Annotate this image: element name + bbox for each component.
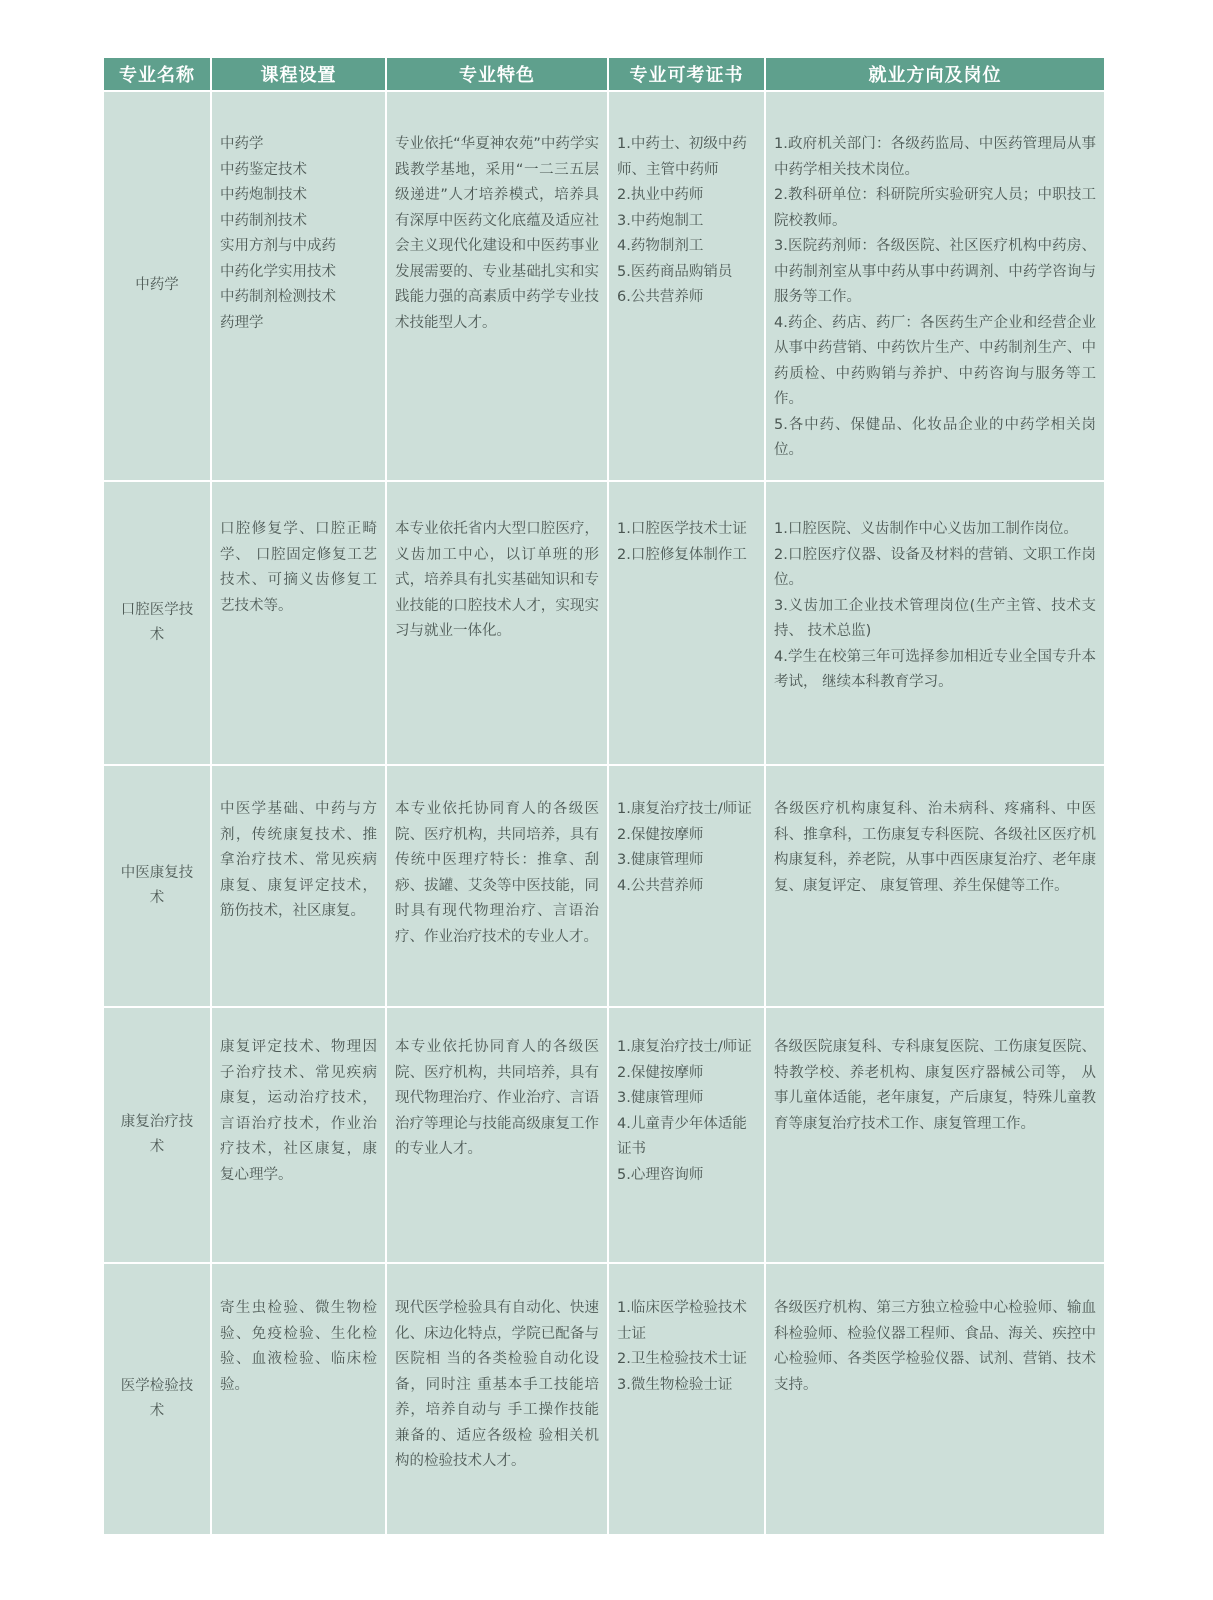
major-name-cell [103, 1263, 211, 1535]
courses-cell [211, 481, 386, 765]
certificates-text: 1.中药士、初级中药师、主管中药师 2.执业中药师 3.中药炮制工 4.药物制剂工 5.医药商品购销员 6.公共营养师 [617, 136, 747, 305]
table-row [103, 765, 1105, 1007]
table-row [103, 1263, 1105, 1535]
major-name: 中医康复技术 [120, 864, 194, 906]
certificates-text: 1.口腔医学技术士证 2.口腔修复体制作工 [617, 521, 747, 563]
major-table-wrapper [102, 58, 1104, 1536]
major-table [102, 58, 1106, 1536]
careers-cell [765, 1263, 1105, 1535]
courses-text: 康复评定技术、物理因子治疗技术、常见疾病康复，运动治疗技术，言语治疗技术，作业治疗技术，社区康复，康复心理学。 [220, 1039, 377, 1183]
features-text: 现代医学检验具有自动化、快速化、床边化特点，学院已配备与医院相 当的各类检验自动化设备，同时注 重基本手工技能培养，培养自动与 手工操作技能兼备的、适应各级检 验相关机构的检验技术人才。 [395, 1300, 599, 1469]
features-cell [386, 765, 608, 1007]
features-cell [386, 1007, 608, 1263]
features-text: 专业依托“华夏神农苑”中药学实践教学基地，采用“一二三五层级递进”人才培养模式，培养具有深厚中医药文化底蕴及适应社会主义现代化建设和中医药事业发展需要的、专业基础扎实和实践能力强的高素质中药学专业技术技能型人才。 [395, 136, 599, 331]
careers-cell [765, 91, 1105, 481]
features-cell [386, 91, 608, 481]
courses-cell [211, 1007, 386, 1263]
header-certificates: 专业可考证书 [608, 58, 765, 91]
certificates-cell [608, 1263, 765, 1535]
table-header-row [103, 58, 1105, 91]
certificates-text: 1.康复治疗技士/师证 2.保健按摩师 3.健康管理师 4.儿童青少年体适能证书 5.心理咨询师 [617, 1039, 752, 1183]
courses-cell [211, 1263, 386, 1535]
major-name: 康复治疗技术 [120, 1113, 194, 1155]
courses-text: 口腔修复学、口腔正畸学、 口腔固定修复工艺技术、可摘义齿修复工艺技术等。 [220, 521, 377, 614]
features-text: 本专业依托协同育人的各级医院、医疗机构，共同培养，具有现代物理治疗、作业治疗、言语治疗等理论与技能高级康复工作的专业人才。 [395, 1039, 599, 1157]
table-row [103, 91, 1105, 481]
features-cell [386, 1263, 608, 1535]
certificates-cell [608, 91, 765, 481]
major-name: 口腔医学技术 [120, 601, 194, 643]
careers-text: 各级医院康复科、专科康复医院、工伤康复医院、特教学校、养老机构、康复医疗器械公司等， 从事儿童体适能，老年康复，产后康复，特殊儿童教育等康复治疗技术工作、康复管理工作。 [774, 1039, 1096, 1132]
major-name-cell [103, 765, 211, 1007]
careers-cell [765, 481, 1105, 765]
careers-text: 各级医疗机构、第三方独立检验中心检验师、输血 科检验师、检验仪器工程师、食品、海关、疾控中 心检验师、各类医学检验仪器、试剂、营销、技术支持。 [774, 1300, 1096, 1393]
table-row [103, 481, 1105, 765]
features-text: 本专业依托省内大型口腔医疗，义齿加工中心，以订单班的形式，培养具有扎实基础知识和专业技能的口腔技术人才，实现实习与就业一体化。 [395, 521, 599, 639]
features-cell [386, 481, 608, 765]
header-courses: 课程设置 [211, 58, 386, 91]
header-major-name: 专业名称 [103, 58, 211, 91]
features-text: 本专业依托协同育人的各级医院、医疗机构，共同培养，具有传统中医理疗特长：推拿、刮痧、拔罐、艾灸等中医技能，同时具有现代物理治疗、言语治疗、作业治疗技术的专业人才。 [395, 801, 599, 945]
major-name-cell [103, 91, 211, 481]
courses-text: 寄生虫检验、微生物检验、免疫检验、生化检验、血液检验、临床检验。 [220, 1300, 377, 1393]
courses-cell [211, 765, 386, 1007]
table-row [103, 1007, 1105, 1263]
courses-cell [211, 91, 386, 481]
major-name: 中药学 [135, 277, 179, 294]
certificates-cell [608, 1007, 765, 1263]
certificates-cell [608, 481, 765, 765]
careers-text: 1.口腔医院、义齿制作中心义齿加工制作岗位。 2.口腔医疗仪器、设备及材料的营销、文职工作岗位。 3.义齿加工企业技术管理岗位(生产主管、技术支持、 技术总监) 4.学生在校第三年可选择参加相近专业全国专升本考试， 继续本科教育学习。 [774, 521, 1096, 690]
major-name-cell [103, 481, 211, 765]
careers-cell [765, 1007, 1105, 1263]
major-name-cell [103, 1007, 211, 1263]
certificates-text: 1.临床医学检验技术士证 2.卫生检验技术士证 3.微生物检验士证 [617, 1300, 747, 1393]
courses-text: 中医学基础、中药与方剂，传统康复技术、推拿治疗技术、常见疾病康复、康复评定技术，筋伤技术，社区康复。 [220, 801, 377, 919]
careers-text: 1.政府机关部门：各级药监局、中医药管理局从事中药学相关技术岗位。 2.教科研单位：科研院所实验研究人员；中职技工院校教师。 3.医院药剂师：各级医院、社区医疗机构中药房、中药制剂室从事中药从事中药调剂、中药学咨询与服务等工作。 4.药企、药店、药厂：各医药生产企业和经营企业从事中药营销、中药饮片生产、中药制剂生产、中药质检、中药购销与养护、中药咨询与服务等工作。 5.各中药、保健品、化妆品企业的中药学相关岗位。 [774, 136, 1096, 458]
careers-text: 各级医疗机构康复科、治未病科、疼痛科、中医科、推拿科，工伤康复专科医院、各级社区医疗机构康复科，养老院，从事中西医康复治疗、老年康复、康复评定、 康复管理、养生保健等工作。 [774, 801, 1096, 894]
major-name: 医学检验技术 [120, 1377, 194, 1419]
courses-text: 中药学 中药鉴定技术 中药炮制技术 中药制剂技术 实用方剂与中成药 中药化学实用技术 中药制剂检测技术 药理学 [220, 136, 336, 331]
header-features: 专业特色 [386, 58, 608, 91]
header-careers: 就业方向及岗位 [765, 58, 1105, 91]
careers-cell [765, 765, 1105, 1007]
certificates-cell [608, 765, 765, 1007]
certificates-text: 1.康复治疗技士/师证 2.保健按摩师 3.健康管理师 4.公共营养师 [617, 801, 752, 894]
